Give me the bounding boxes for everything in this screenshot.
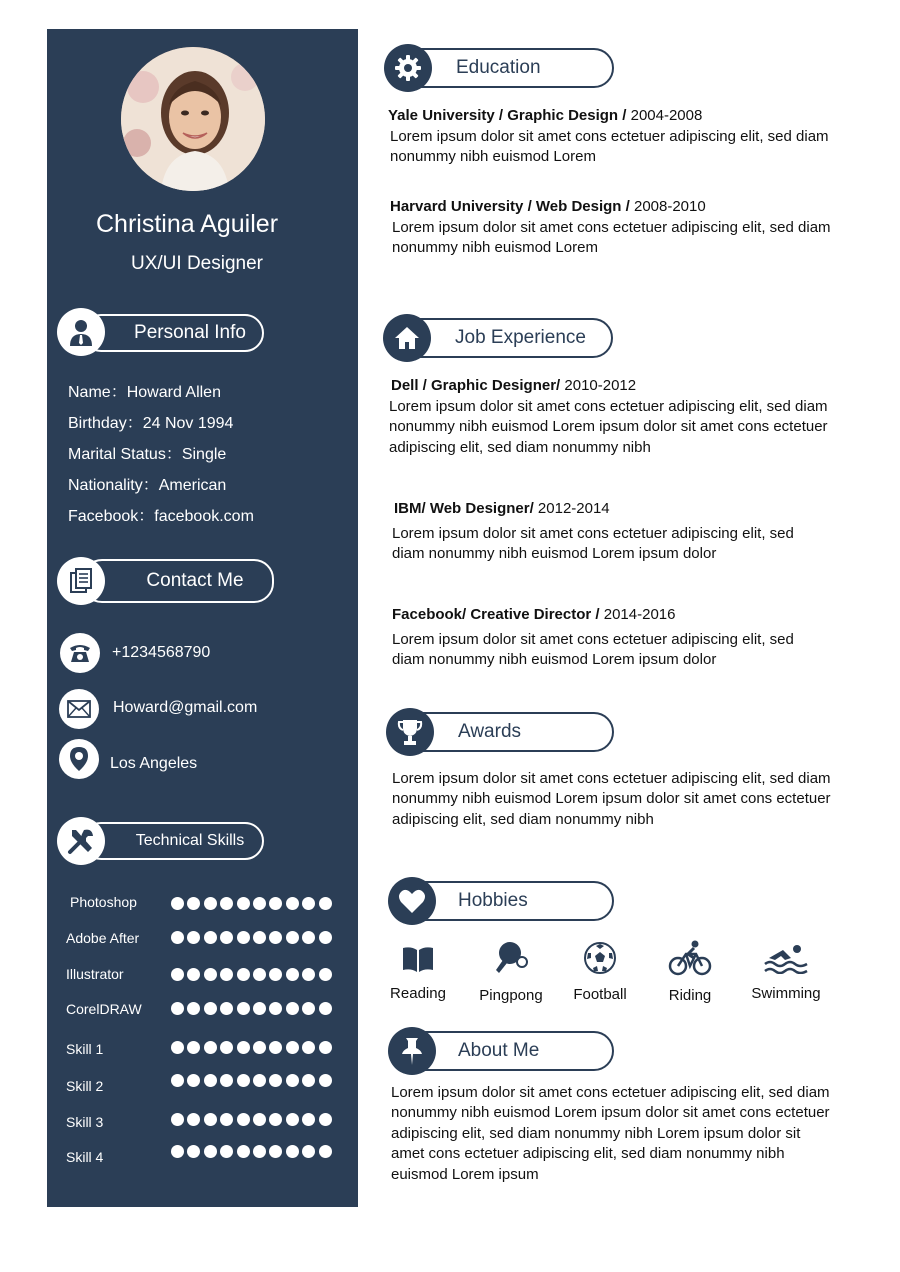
gear-icon	[384, 44, 432, 92]
hobby-label: Reading	[390, 985, 446, 1002]
skill-dot	[220, 1074, 233, 1087]
skill-dot	[319, 1074, 332, 1087]
trophy-icon	[386, 708, 434, 756]
about-body: Lorem ipsum dolor sit amet cons ectetuer adipiscing elit, sed diam nonummy nibh euismod Lorem ipsum dolor sit amet cons ectetuer adipiscing elit, sed diam nonummy nibh Lorem ipsum dolor sit amet cons ectetuer adipiscing elit, sed diam nonummy nibh euismod Lorem ipsum	[391, 1084, 830, 1183]
skill-dot	[220, 931, 233, 944]
skill-rating-dots	[171, 897, 332, 910]
skill-dot	[269, 931, 282, 944]
skill-dot	[269, 1145, 282, 1158]
skill-dot	[319, 931, 332, 944]
awards-heading-text: Awards	[458, 721, 522, 742]
skill-dot	[253, 897, 266, 910]
skill-dot	[204, 968, 217, 981]
info-facebook: Facebook：facebook.com	[68, 508, 254, 525]
phone-icon	[60, 633, 100, 673]
book-icon	[401, 944, 435, 974]
skill-dot	[302, 1002, 315, 1015]
skill-dot	[319, 1145, 332, 1158]
skill-dot	[204, 1145, 217, 1158]
hobby-football	[568, 941, 632, 1003]
info-nationality: Nationality：American	[68, 477, 227, 494]
skill-name: Photoshop	[70, 894, 137, 910]
education-entry-body: Lorem ipsum dolor sit amet cons ectetuer adipiscing elit, sed diam nonummy nibh euismod Lorem	[392, 219, 831, 257]
skill-name: Skill 4	[66, 1149, 104, 1165]
education-entry-body: Lorem ipsum dolor sit amet cons ectetuer adipiscing elit, sed diam nonummy nibh euismod Lorem	[390, 128, 829, 166]
hobby-swimming	[748, 944, 824, 1002]
awards-body: Lorem ipsum dolor sit amet cons ectetuer adipiscing elit, sed diam nonummy nibh euismod Lorem ipsum dolor sit amet cons ectetuer adipiscing elit, sed diam nonummy nibh	[392, 770, 831, 828]
skill-dot	[302, 1113, 315, 1126]
skill-dot	[237, 897, 250, 910]
education-entry-title: Harvard University / Web Design / 2008-2010	[390, 198, 706, 215]
profile-photo	[121, 47, 265, 191]
skill-name: Skill 3	[66, 1114, 104, 1130]
skill-dot	[187, 1074, 200, 1087]
skill-dot	[319, 1002, 332, 1015]
skill-dot	[187, 1041, 200, 1054]
hobby-label: Pingpong	[479, 987, 543, 1004]
skill-dot	[286, 1002, 299, 1015]
contact-phone[interactable]: +1234568790	[112, 644, 211, 661]
skill-dot	[220, 968, 233, 981]
hobbies-heading-text: Hobbies	[458, 890, 528, 911]
skill-dot	[171, 968, 184, 981]
skill-dot	[204, 1113, 217, 1126]
skill-dot	[286, 1113, 299, 1126]
skill-dot	[302, 1074, 315, 1087]
skill-dot	[237, 968, 250, 981]
skill-dot	[286, 897, 299, 910]
skill-name: CorelDRAW	[66, 1001, 142, 1017]
skill-dot	[171, 1002, 184, 1015]
tools-icon	[57, 817, 105, 865]
skill-dot	[319, 1113, 332, 1126]
person-role: UX/UI Designer	[131, 253, 263, 274]
skill-dot	[237, 1002, 250, 1015]
skill-dot	[204, 931, 217, 944]
skill-name: Illustrator	[66, 966, 124, 982]
skill-dot	[171, 897, 184, 910]
info-marital-status: Marital Status：Single	[68, 446, 227, 463]
skill-dot	[302, 897, 315, 910]
skill-dot	[187, 968, 200, 981]
skill-rating-dots	[171, 1041, 332, 1054]
skill-dot	[204, 1074, 217, 1087]
skill-dot	[220, 897, 233, 910]
sidebar	[47, 29, 358, 1207]
skill-dot	[220, 1113, 233, 1126]
skill-dot	[302, 968, 315, 981]
skill-dot	[187, 1002, 200, 1015]
email-icon	[59, 689, 99, 729]
skill-dot	[171, 1113, 184, 1126]
skill-rating-dots	[171, 1145, 332, 1158]
skill-rating-dots	[171, 1113, 332, 1126]
skill-dot	[253, 1074, 266, 1087]
skill-dot	[204, 1002, 217, 1015]
skill-dot	[237, 1113, 250, 1126]
skill-dot	[171, 1074, 184, 1087]
pushpin-icon	[388, 1027, 436, 1075]
education-heading-text: Education	[456, 57, 541, 78]
skill-dot	[319, 968, 332, 981]
hobby-label: Swimming	[751, 985, 821, 1002]
contact-location: Los Angeles	[110, 755, 198, 772]
skill-dot	[269, 1002, 282, 1015]
experience-entry-title: Dell / Graphic Designer/ 2010-2012	[391, 377, 637, 394]
skill-name: Skill 1	[66, 1041, 104, 1057]
skill-dot	[171, 931, 184, 944]
skill-dot	[220, 1145, 233, 1158]
skill-dot	[286, 1074, 299, 1087]
skill-dot	[319, 897, 332, 910]
skill-dot	[253, 1113, 266, 1126]
skill-dot	[253, 1041, 266, 1054]
skill-rating-dots	[171, 1074, 332, 1087]
skill-dot	[253, 1002, 266, 1015]
skill-dot	[187, 931, 200, 944]
skill-dot	[171, 1145, 184, 1158]
skills-heading-text: Technical Skills	[135, 832, 245, 849]
skill-dot	[286, 1145, 299, 1158]
experience-entry-body: Lorem ipsum dolor sit amet cons ectetuer adipiscing elit, sed diam nonummy nibh euismod Lorem ipsum dolor	[392, 631, 794, 669]
experience-entry-title: Facebook/ Creative Director / 2014-2016	[392, 606, 676, 623]
skill-dot	[187, 1145, 200, 1158]
skill-rating-dots	[171, 968, 332, 981]
skill-name: Adobe After	[66, 930, 140, 946]
info-name: Name：Howard Allen	[68, 384, 221, 401]
skill-dot	[204, 1041, 217, 1054]
skill-dot	[187, 897, 200, 910]
skill-name: Skill 2	[66, 1078, 104, 1094]
education-entry-title: Yale University / Graphic Design / 2004-2008	[388, 107, 703, 124]
skill-dot	[302, 931, 315, 944]
hobby-label: Football	[573, 986, 627, 1003]
skill-dot	[237, 1041, 250, 1054]
person-name: Christina Aguiler	[95, 210, 279, 238]
skill-dot	[220, 1041, 233, 1054]
hobby-reading	[388, 944, 448, 1002]
skill-dot	[286, 968, 299, 981]
skill-dot	[204, 897, 217, 910]
info-birthday: Birthday：24 Nov 1994	[68, 415, 234, 432]
skill-dot	[171, 1041, 184, 1054]
hobby-label: Riding	[668, 987, 712, 1004]
personal-info-heading	[82, 314, 264, 352]
contact-heading	[82, 559, 274, 603]
document-icon	[57, 557, 105, 605]
location-pin-icon	[59, 739, 99, 779]
skill-rating-dots	[171, 931, 332, 944]
skill-dot	[286, 931, 299, 944]
experience-heading-text: Job Experience	[455, 327, 586, 348]
skill-rating-dots	[171, 1002, 332, 1015]
skill-dot	[187, 1113, 200, 1126]
experience-entry-body: Lorem ipsum dolor sit amet cons ectetuer adipiscing elit, sed diam nonummy nibh euismod Lorem ipsum dolor sit amet cons ectetuer adipiscing elit, sed diam nonummy nibh	[389, 398, 828, 456]
skill-dot	[269, 897, 282, 910]
football-icon	[583, 941, 617, 975]
skill-dot	[269, 1113, 282, 1126]
skill-dot	[286, 1041, 299, 1054]
skill-dot	[269, 1041, 282, 1054]
skill-dot	[237, 931, 250, 944]
contact-heading-text: Contact Me	[146, 570, 244, 591]
skill-dot	[253, 1145, 266, 1158]
skill-dot	[302, 1041, 315, 1054]
experience-entry-title: IBM/ Web Designer/ 2012-2014	[394, 500, 610, 517]
experience-entry-body: Lorem ipsum dolor sit amet cons ectetuer adipiscing elit, sed diam nonummy nibh euismod Lorem ipsum dolor	[392, 525, 794, 563]
skill-dot	[253, 968, 266, 981]
heart-icon	[388, 877, 436, 925]
user-icon	[57, 308, 105, 356]
pingpong-paddle-icon	[493, 940, 529, 976]
home-icon	[383, 314, 431, 362]
about-heading-text: About Me	[458, 1040, 540, 1061]
contact-email[interactable]: Howard@gmail.com	[113, 699, 258, 716]
skill-dot	[237, 1074, 250, 1087]
bicycle-icon	[668, 940, 712, 976]
skill-dot	[302, 1145, 315, 1158]
skills-heading	[82, 822, 264, 860]
skill-dot	[269, 1074, 282, 1087]
skill-dot	[319, 1041, 332, 1054]
skill-dot	[220, 1002, 233, 1015]
personal-info-heading-text: Personal Info	[134, 322, 246, 343]
skill-dot	[253, 931, 266, 944]
skill-dot	[237, 1145, 250, 1158]
hobby-riding	[664, 940, 716, 1004]
hobby-pingpong	[476, 940, 546, 1004]
swimmer-icon	[763, 944, 809, 974]
skill-dot	[269, 968, 282, 981]
